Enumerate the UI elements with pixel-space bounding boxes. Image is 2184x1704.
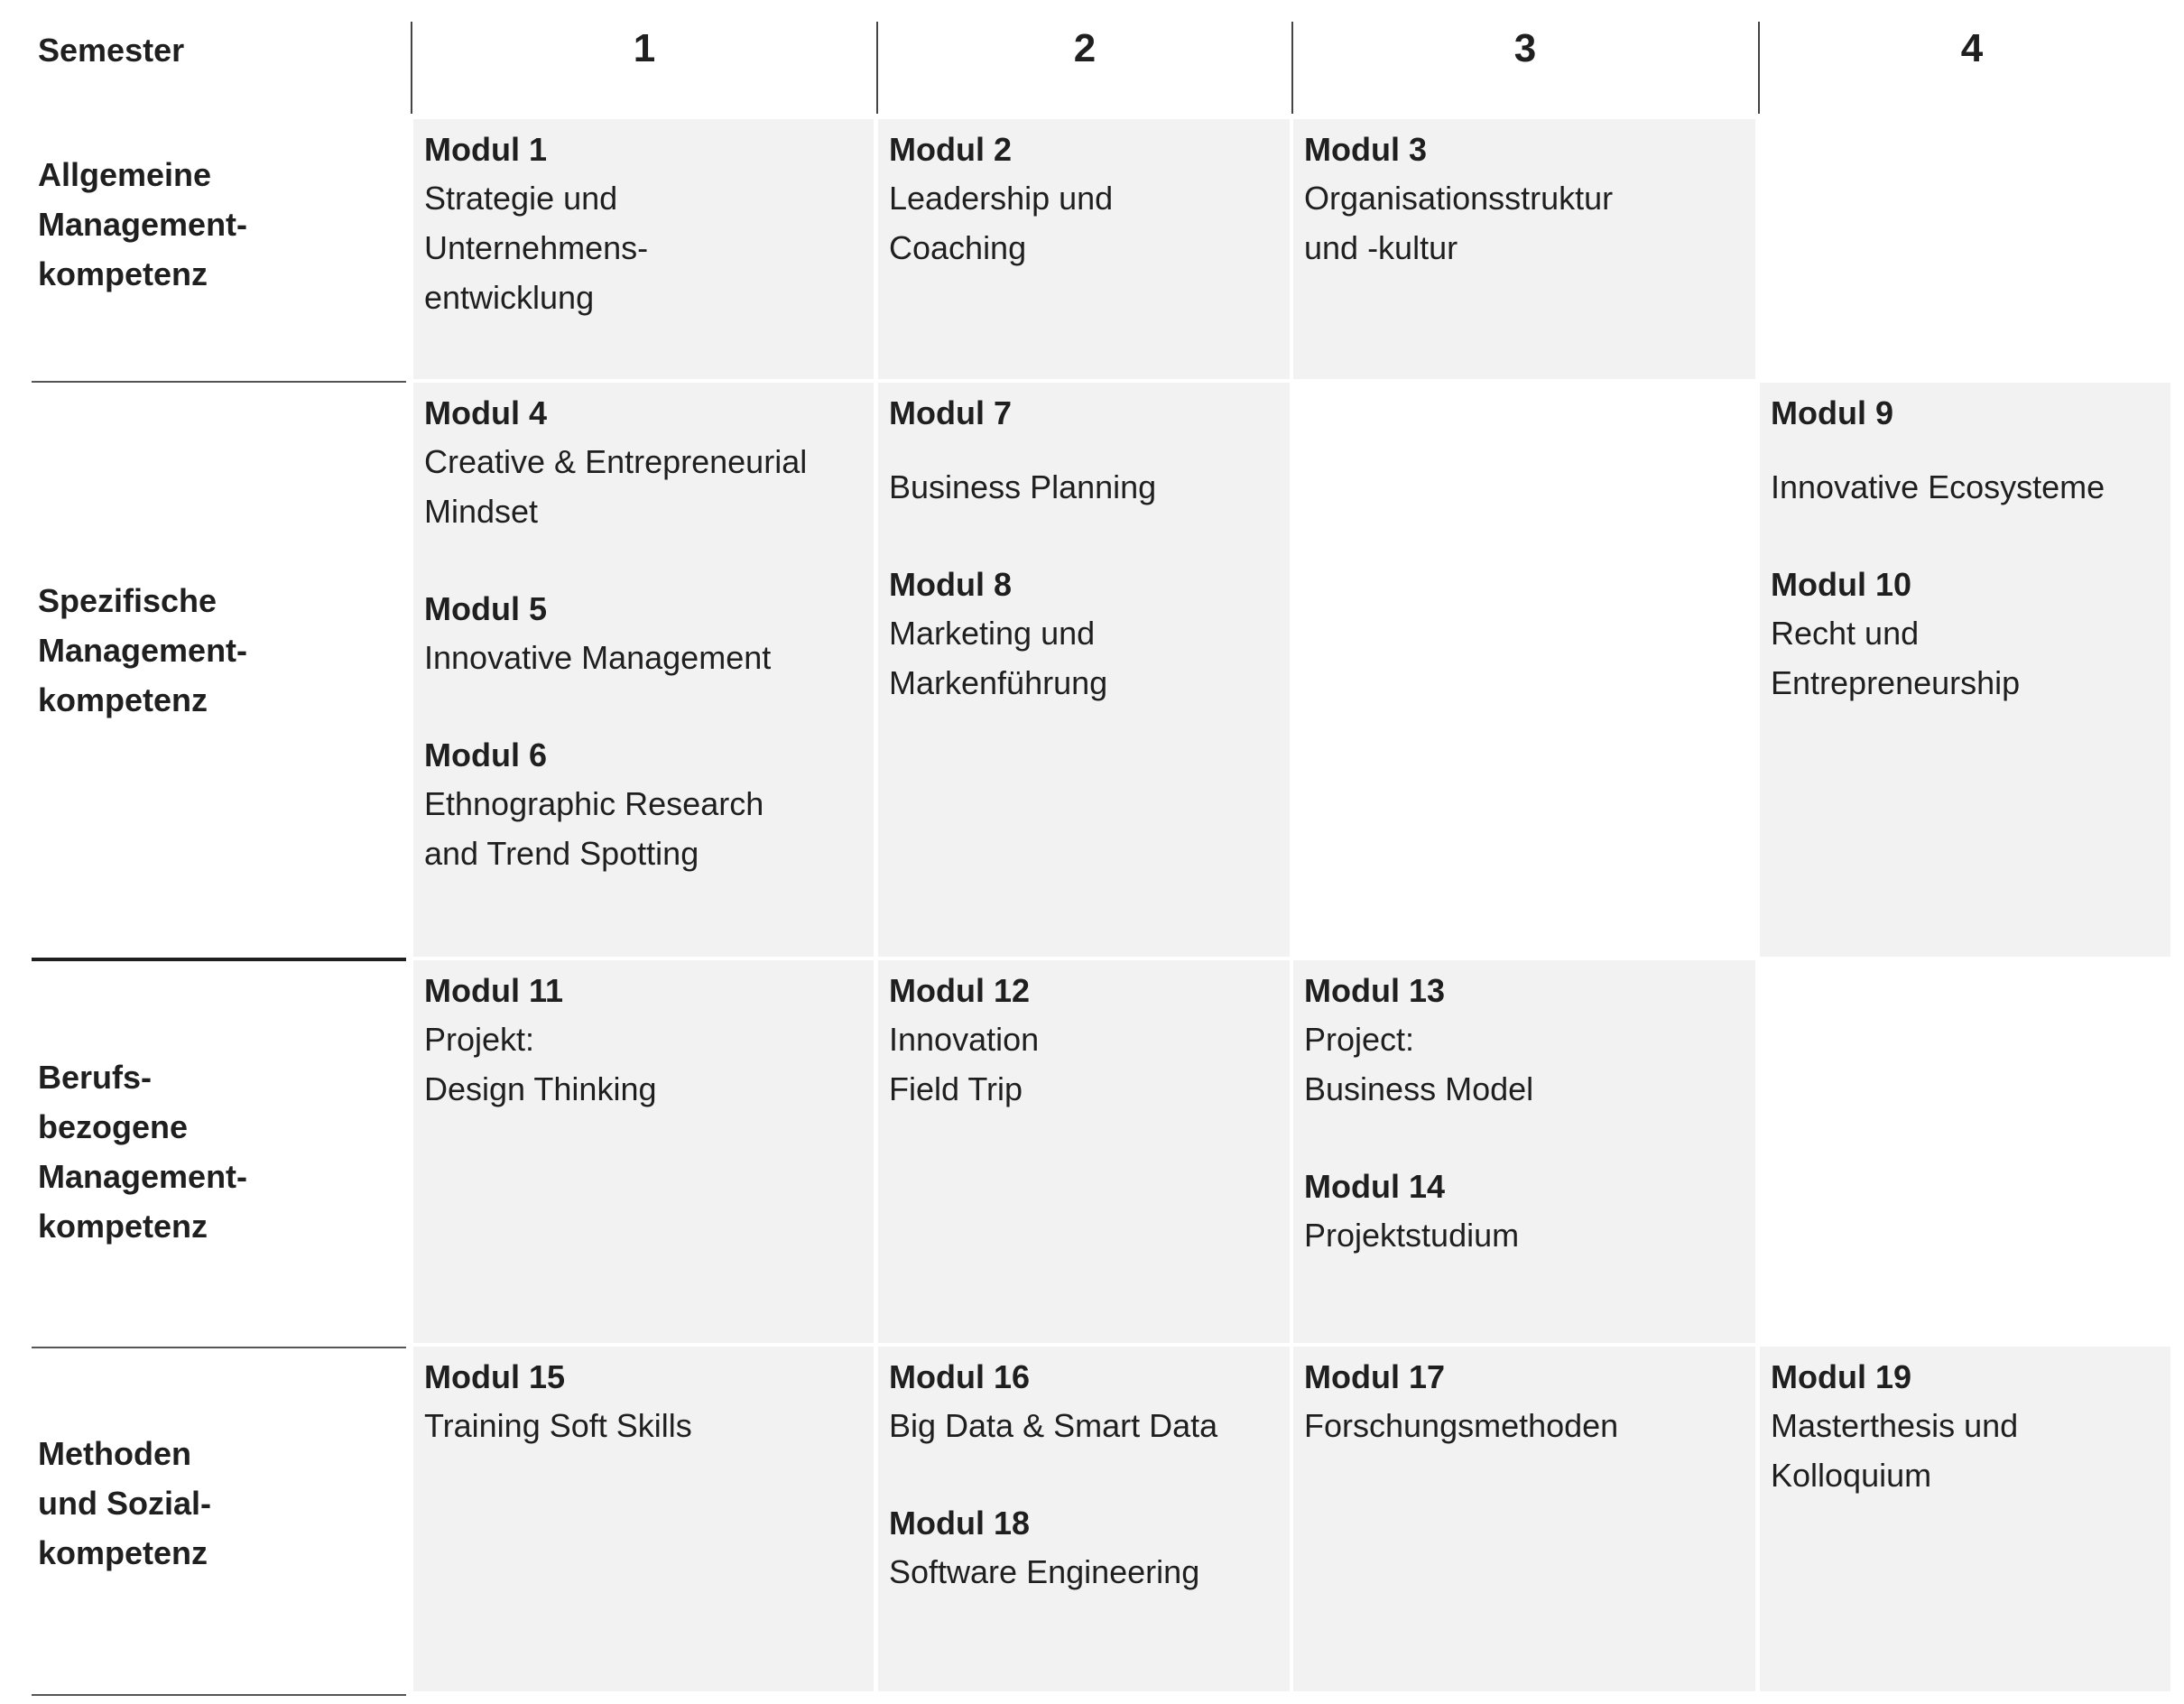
module-block bbox=[424, 390, 865, 536]
row-label-methoden: Methoden und Sozial- kompetenz bbox=[38, 1435, 211, 1571]
module-title: Modul 18 bbox=[889, 1505, 1031, 1542]
module-description: Strategie und Unternehmens- entwicklung bbox=[424, 180, 649, 316]
module-block bbox=[1771, 1354, 2161, 1500]
row-divider bbox=[32, 1347, 406, 1348]
module-cell bbox=[878, 383, 1290, 957]
module-block bbox=[889, 1500, 1281, 1597]
module-title: Modul 13 bbox=[1304, 972, 1446, 1009]
module-description: Forschungsmethoden bbox=[1304, 1407, 1619, 1444]
module-cell bbox=[1760, 1347, 2170, 1691]
module-cell bbox=[413, 383, 874, 957]
module-description: Innovative Ecosysteme bbox=[1771, 468, 2105, 505]
module-title: Modul 9 bbox=[1771, 394, 1893, 431]
module-title: Modul 1 bbox=[424, 131, 547, 168]
module-block bbox=[889, 968, 1281, 1114]
module-title: Modul 14 bbox=[1304, 1168, 1446, 1205]
row-label-spezifische: Spezifische Management- kompetenz bbox=[38, 582, 248, 718]
module-title: Modul 16 bbox=[889, 1358, 1031, 1395]
module-description: Masterthesis und Kolloquium bbox=[1771, 1407, 2019, 1494]
module-cell bbox=[413, 119, 874, 379]
module-description: Training Soft Skills bbox=[424, 1407, 692, 1444]
row-divider bbox=[32, 958, 406, 961]
module-cell bbox=[1760, 383, 2170, 957]
module-block bbox=[889, 390, 1281, 512]
module-block bbox=[424, 126, 865, 322]
semester-2-header: 2 bbox=[1073, 26, 1097, 70]
module-description: Creative & Entrepreneurial Mindset bbox=[424, 443, 808, 530]
module-block bbox=[1304, 1354, 1746, 1450]
header-divider bbox=[1291, 22, 1293, 114]
semester-1-header: 1 bbox=[633, 26, 656, 70]
semester-3-header: 3 bbox=[1513, 26, 1537, 70]
module-description: Ethnographic Research and Trend Spotting bbox=[424, 785, 764, 872]
row-label-allgemeine: Allgemeine Management- kompetenz bbox=[38, 156, 248, 292]
module-cell bbox=[878, 960, 1290, 1343]
module-cell bbox=[1293, 119, 1755, 379]
module-title: Modul 11 bbox=[424, 972, 564, 1009]
header-divider bbox=[876, 22, 878, 114]
module-title: Modul 12 bbox=[889, 972, 1031, 1009]
module-description: Project: Business Model bbox=[1304, 1021, 1534, 1107]
header-divider bbox=[411, 22, 412, 114]
module-title: Modul 10 bbox=[1771, 566, 1912, 603]
module-block bbox=[1771, 390, 2161, 512]
header-divider bbox=[1758, 22, 1760, 114]
module-description: Big Data & Smart Data bbox=[889, 1407, 1218, 1444]
module-description: Projekt: Design Thinking bbox=[424, 1021, 657, 1107]
module-block bbox=[424, 968, 865, 1114]
module-title: Modul 19 bbox=[1771, 1358, 1912, 1395]
module-description: Recht und Entrepreneurship bbox=[1771, 615, 2021, 701]
module-description: Software Engineering bbox=[889, 1553, 1200, 1590]
module-cell bbox=[1293, 960, 1755, 1343]
module-title: Modul 17 bbox=[1304, 1358, 1446, 1395]
module-block bbox=[1304, 1163, 1746, 1260]
module-block bbox=[889, 126, 1281, 273]
module-description: Innovative Management bbox=[424, 639, 772, 676]
module-title: Modul 8 bbox=[889, 566, 1012, 603]
module-description: Innovation Field Trip bbox=[889, 1021, 1040, 1107]
module-description: Projektstudium bbox=[1304, 1217, 1520, 1254]
module-description: Organisationsstruktur und -kultur bbox=[1304, 180, 1614, 266]
module-title: Modul 15 bbox=[424, 1358, 566, 1395]
row-divider bbox=[32, 381, 406, 383]
row-label-berufsbezogene: Berufs- bezogene Management- kompetenz bbox=[38, 1059, 248, 1245]
module-block bbox=[1771, 561, 2161, 708]
semester-4-header: 4 bbox=[1960, 26, 1984, 70]
module-title: Modul 5 bbox=[424, 590, 547, 627]
semester-header-label: Semester bbox=[38, 32, 185, 69]
module-block bbox=[1304, 126, 1746, 273]
module-cell bbox=[413, 960, 874, 1343]
module-title: Modul 2 bbox=[889, 131, 1012, 168]
module-cell bbox=[1293, 1347, 1755, 1691]
module-title: Modul 7 bbox=[889, 394, 1012, 431]
module-block bbox=[889, 1354, 1281, 1450]
module-title: Modul 3 bbox=[1304, 131, 1427, 168]
module-title: Modul 6 bbox=[424, 736, 547, 773]
module-block bbox=[889, 561, 1281, 708]
row-divider bbox=[32, 1694, 406, 1696]
module-cell bbox=[413, 1347, 874, 1691]
module-block bbox=[424, 732, 865, 878]
module-block bbox=[424, 586, 865, 682]
module-cell bbox=[878, 1347, 1290, 1691]
module-title: Modul 4 bbox=[424, 394, 547, 431]
module-block bbox=[1304, 968, 1746, 1114]
module-description: Business Planning bbox=[889, 468, 1157, 505]
module-cell bbox=[878, 119, 1290, 379]
module-description: Leadership und Coaching bbox=[889, 180, 1114, 266]
module-block bbox=[424, 1354, 865, 1450]
module-description: Marketing und Markenführung bbox=[889, 615, 1108, 701]
